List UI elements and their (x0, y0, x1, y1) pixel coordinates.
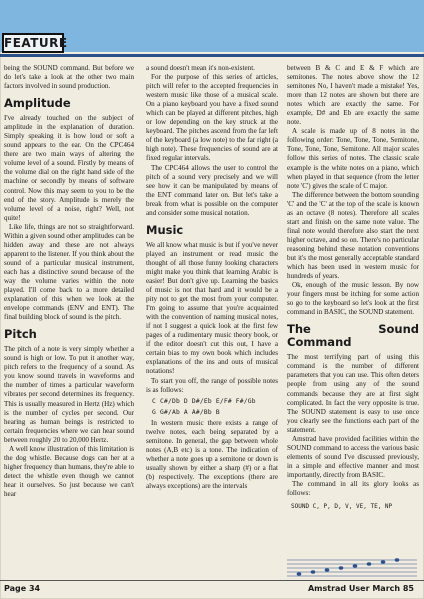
sound-syntax: SOUND C, P, D, V, VE, TE, NP (291, 503, 393, 511)
music-staff-decoration (287, 556, 417, 578)
paragraph: Ok, enough of the music lesson. By now your fingers must be itching for some action so go to the keyboard so let's look at the first command in BASIC, the SOUND statement. (287, 281, 419, 317)
paragraph: being the SOUND command. But before we do let's take a look at the other two main factors involved in sound production. (4, 64, 134, 91)
page-number: Page 34 (4, 584, 41, 593)
paragraph: The pitch of a note is very simply whether a sound is high or low. To put it another way, pitch refers to the frequency of a sound. As you know sound travels in waveforms and the number of times a particular waveform vibrates per second determines its frequency. This is usually measured in Hertz (Hz) which is the number of cycles per second. Our hearing as human beings is restricted to certain frequencies where we can hear sound between roughly 20 to 20,000 Hertz. (4, 345, 134, 444)
paragraph: I've already touched on the subject of amplitude in the explanation of duration. Simply speaking it is how loud or soft a sound appears to the ear. On the CPC464 there are two main ways of altering the volume level of a sound. Firstly by means of the volume dial on the right hand side of the machine or secondly by means of software control. Now this may seem to you to be the end of the story. Amplitude is merely the volume level of a noise, right? Well, not quite! (4, 114, 134, 222)
section-label: FEATURE (2, 33, 64, 53)
column-3 (287, 64, 419, 511)
paragraph: Like life, things are not so straightforward. Within a given sound other amplitudes can be hidden away and these are not always apparent to the listener. If you think about the sound of a particular musical instrument, each has a distinctive sound because of the way the volume varies within the note played. I'll come back to a more detailed explanation of this when we look at the envelope commands (ENV and ENT). The final building block of sound is the pitch. (4, 222, 134, 322)
heading-sound-command: The Sound Command (287, 322, 419, 350)
column-2 (146, 64, 278, 491)
paragraph: To start you off, the range of possible notes is as follows: (146, 376, 278, 394)
heading-music: Music (146, 222, 184, 237)
paragraph: The difference between the bottom sounding 'C' and the 'C' at the top of the scale is known as an octave (8 notes). Therefore all scales start and finish on the same note value. The final note would therefore also start the next higher octave, and so on. There's no particular reasoning behind these notation conventions but it's the most generally acceptable standard which has been used in western music for hundreds of years. (287, 190, 419, 281)
paragraph: between B & C and E & F which are semitones. The notes above show the 12 semitones No, I haven't made a mistake! Yes, more than 12 notes are shown but there are notes which are exactly the same. For example, D# and Eb are exactly the same note. (287, 64, 419, 127)
paragraph: For the purpose of this series of articles, pitch will refer to the accepted frequencies in western music like those of a musical scale. On a piano keyboard you have a fixed sound which can be played at different pitches, high or low depending on the key struck at the keyboard. The pitches ascend from the far left of the keyboard (a low note) to the far right (a high note). These frequencies of sound are at fixed regular intervals. (146, 73, 278, 163)
notes-line-1: C C#/Db D D#/Eb E/F# F#/Gb (152, 397, 256, 405)
paragraph: The command in all its glory looks as follows: (287, 479, 419, 498)
paragraph: Amstrad have provided facilities within the SOUND command to access the various basic elements of sound I've discussed previously, in a simple and effective manner and most importantly, directly from BASIC. (287, 434, 419, 479)
paragraph: The most terrifying part of using this command is the number of different parameters that you can use. This often deters people from using any of the sound commands because they are at first sight complicated. In fact the very opposite is true. The SOUND statement is easy to use once you clearly see the functions each part of the statement. (287, 353, 419, 434)
paragraph: a sound doesn't mean it's non-existent. (146, 64, 255, 72)
issue-label: Amstrad User March 85 (307, 584, 414, 593)
notes-line-2: G G#/Ab A A#/Bb B (152, 408, 220, 416)
heading-amplitude: Amplitude (4, 96, 71, 111)
column-1 (4, 64, 134, 499)
paragraph: We all know what music is but if you've never played an instrument or read music the thought of all those funny looking characters might make you think that learning Arabic is easier! But don't give up. Learning the basics of music is not that hard and it would be a pity not to get the most from your computer. I'm going to assume that you're acquainted with the convention of naming musical notes, if not I suggest a quick look at the first few pages of a rudimentary music theory book, or if the editor doesn't cut this out, I have a certain bias to my own book which includes explanations of the ins and outs of musical notations! (146, 240, 278, 376)
paragraph: A scale is made up of 8 notes in the following order: Tone, Tone, Tone, Semitone, Tone, Tone, Tone, Semitone. All major scales follow this series of notes. The classic scale example is the white notes on a piano, which when played in that sequence (from the letter note 'C') gives the scale of C major. (287, 127, 419, 190)
footer-rule (0, 580, 424, 581)
heading-pitch: Pitch (4, 327, 37, 342)
paragraph: In western music there exists a range of twelve notes, each being separated by a semitone. In general, the gap between whole notes (A,B etc) is a tone. The indication of whether a note goes up a semitone or down is usually shown by either a sharp (#) or a flat (b) respectively. The exceptions (there are always exceptions) are the intervals (146, 418, 278, 491)
paragraph: The CPC464 allows the user to control the pitch of a sound very precisely and we will see how it can be manipulated by means of the ENT command later on. But let's take a break from what is possible on the computer and consider some musical notation. (146, 163, 278, 217)
header-stripe (0, 54, 424, 57)
paragraph: A well know illustration of this limitation is the dog whistle. Because dogs can her at a higher frequency than humans, they're able to detect the whistle even though we cannot hear it ourselves. So just because we can't hear (4, 444, 134, 498)
